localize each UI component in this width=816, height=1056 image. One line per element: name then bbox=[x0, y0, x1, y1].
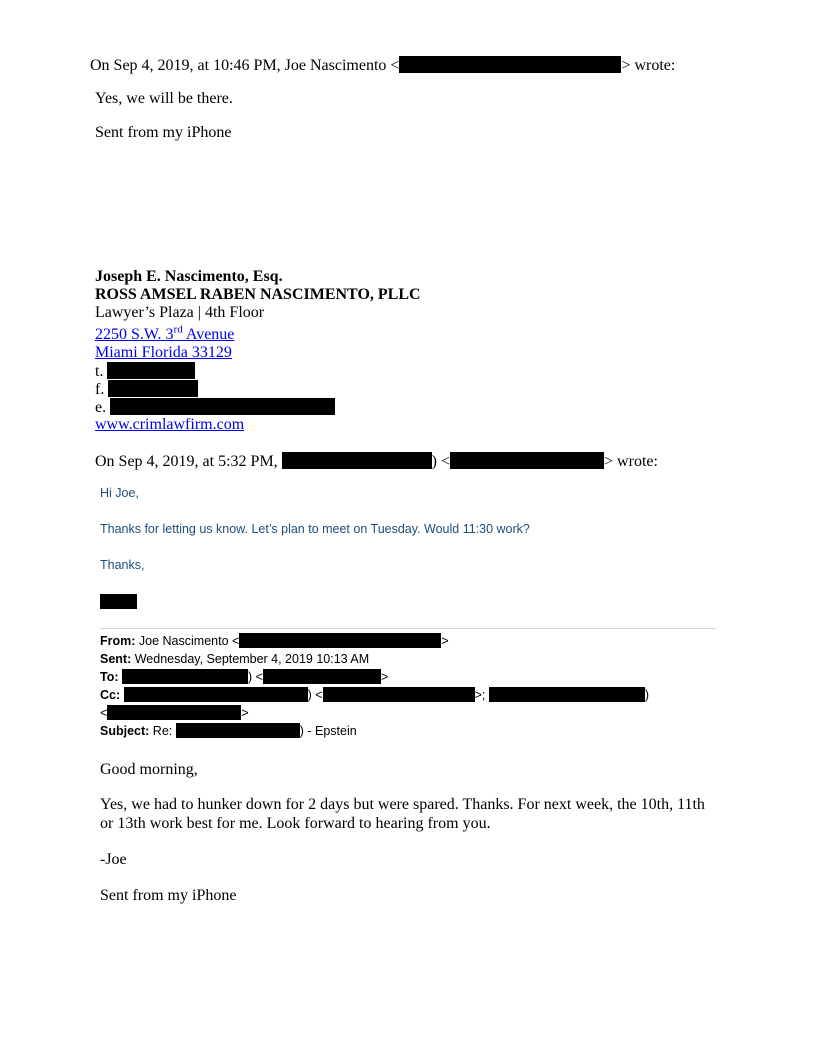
signature-firm: ROSS AMSEL RABEN NASCIMENTO, PLLC bbox=[95, 286, 421, 303]
signature-phone bbox=[95, 362, 195, 381]
redaction-box bbox=[108, 380, 198, 397]
redaction-box bbox=[450, 452, 604, 469]
original-body-line-2: or 13th work best for me. Look forward to hearing from you. bbox=[100, 815, 491, 832]
redaction-box bbox=[110, 398, 335, 415]
email-label: e. bbox=[95, 399, 107, 416]
phone-label: t. bbox=[95, 363, 104, 380]
from-end: > bbox=[441, 634, 449, 648]
redaction-box bbox=[176, 723, 300, 738]
street-suffix: Avenue bbox=[182, 326, 235, 343]
signature-website-link[interactable]: www.crimlawfirm.com bbox=[95, 416, 245, 433]
header-subject bbox=[100, 722, 357, 740]
fax-label: f. bbox=[95, 381, 105, 398]
header-cc-continued bbox=[100, 704, 249, 722]
to-mid: ) < bbox=[248, 670, 263, 684]
original-greeting: Good morning, bbox=[100, 761, 198, 778]
header-to bbox=[100, 668, 388, 686]
signature-building: Lawyer’s Plaza | 4th Floor bbox=[95, 304, 265, 321]
header-cc bbox=[100, 686, 649, 704]
from-label: From: bbox=[100, 634, 136, 648]
iphone-signoff: Sent from my iPhone bbox=[95, 124, 232, 141]
redaction-box bbox=[239, 633, 441, 648]
redaction-box bbox=[122, 669, 248, 684]
sent-value: Wednesday, September 4, 2019 10:13 AM bbox=[134, 652, 370, 666]
subject-label: Subject: bbox=[100, 724, 150, 738]
quoted-greeting: Hi Joe, bbox=[100, 486, 139, 500]
attribution-text: On Sep 4, 2019, at 10:46 PM, Joe Nascimento < bbox=[90, 57, 400, 74]
attribution-wrote: > wrote: bbox=[621, 57, 676, 74]
redaction-box bbox=[489, 687, 645, 702]
attribution-line-top bbox=[90, 56, 675, 75]
quoted-closing: Thanks, bbox=[100, 558, 145, 572]
original-body-line-1: Yes, we had to hunker down for 2 days but were spared. Thanks. For next week, the 10th, 11th bbox=[100, 796, 705, 813]
redaction-box bbox=[282, 452, 432, 469]
redaction-box bbox=[107, 705, 241, 720]
signature-city-link[interactable]: Miami Florida 33129 bbox=[95, 344, 232, 361]
original-signoff-name: -Joe bbox=[100, 851, 127, 868]
redaction-box bbox=[323, 687, 475, 702]
subject-end: ) - Epstein bbox=[299, 724, 357, 738]
attribution-line-mid bbox=[95, 452, 658, 471]
attribution-mid: ) < bbox=[431, 453, 451, 470]
cc2-end: > bbox=[241, 706, 249, 720]
quoted-body: Thanks for letting us know. Let’s plan to meet on Tuesday. Would 11:30 work? bbox=[100, 522, 530, 536]
signature-email bbox=[95, 398, 335, 417]
to-label: To: bbox=[100, 670, 119, 684]
cc-mid: ) < bbox=[307, 688, 323, 702]
signature-street-link[interactable] bbox=[95, 323, 235, 344]
subject-value: Re: bbox=[152, 724, 173, 738]
header-divider bbox=[100, 628, 716, 629]
redaction-box bbox=[100, 594, 137, 609]
redaction-box bbox=[124, 687, 308, 702]
header-from bbox=[100, 632, 449, 650]
cc2-start: < bbox=[100, 706, 108, 720]
street-text: 2250 S.W. 3 bbox=[95, 326, 174, 343]
original-signoff: Sent from my iPhone bbox=[100, 887, 237, 904]
signature-name: Joseph E. Nascimento, Esq. bbox=[95, 268, 283, 285]
attribution-wrote: > wrote: bbox=[604, 453, 658, 470]
street-ordinal: rd bbox=[173, 323, 183, 336]
cc-separator: >; bbox=[474, 688, 486, 702]
redaction-box bbox=[263, 669, 381, 684]
from-value: Joe Nascimento < bbox=[138, 634, 240, 648]
to-end: > bbox=[380, 670, 389, 684]
cc-label: Cc: bbox=[100, 688, 121, 702]
sent-label: Sent: bbox=[100, 652, 132, 666]
header-sent bbox=[100, 650, 369, 668]
attribution-text: On Sep 4, 2019, at 5:32 PM, bbox=[95, 453, 278, 470]
redaction-box bbox=[107, 362, 195, 379]
reply-body: Yes, we will be there. bbox=[95, 90, 233, 107]
redaction-box bbox=[399, 56, 621, 73]
cc-end: ) bbox=[644, 688, 650, 702]
signature-fax bbox=[95, 380, 198, 399]
